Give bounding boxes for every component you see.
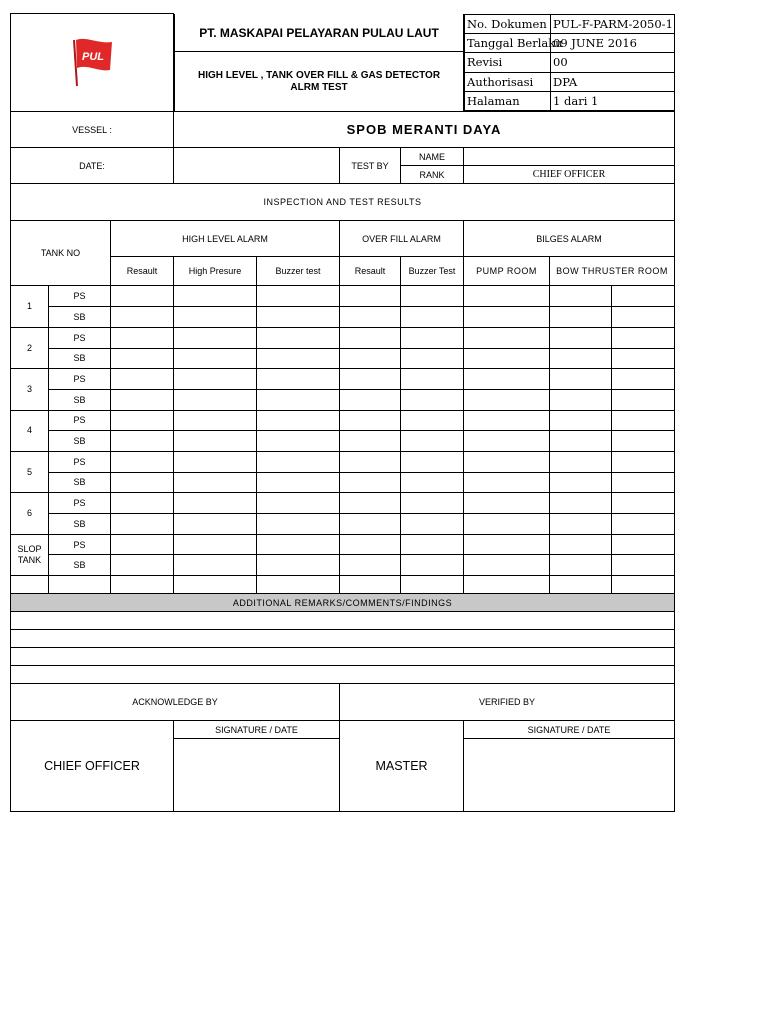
result-cell[interactable] <box>111 348 174 369</box>
verified-label: VERIFIED BY <box>340 684 675 721</box>
result-cell[interactable] <box>464 493 550 514</box>
result-cell[interactable] <box>257 327 340 348</box>
result-cell[interactable] <box>174 327 257 348</box>
result-cell[interactable] <box>401 286 464 307</box>
doc-info-row <box>465 53 675 72</box>
tank-row <box>11 555 675 576</box>
result-cell[interactable] <box>111 431 174 452</box>
high-level-alarm-header: HIGH LEVEL ALARM <box>111 221 340 257</box>
doc-info-row <box>465 14 675 33</box>
tank-side: PS <box>49 286 111 307</box>
result-cell[interactable] <box>464 410 550 431</box>
result-cell[interactable] <box>550 389 612 410</box>
result-cell[interactable] <box>174 451 257 472</box>
result-cell[interactable] <box>174 555 257 576</box>
result-cell[interactable] <box>174 286 257 307</box>
tank-side: SB <box>49 472 111 493</box>
chief-officer-signature[interactable] <box>174 739 340 812</box>
result-cell[interactable] <box>401 493 464 514</box>
doc-info-label: Revisi <box>465 53 551 72</box>
tank-number: 2 <box>11 327 49 368</box>
col-header: BOW THRUSTER ROOM <box>550 257 675 286</box>
result-cell[interactable] <box>612 307 675 328</box>
tank-row <box>11 472 675 493</box>
date-label: DATE: <box>11 148 174 184</box>
tank-row-blank <box>11 576 675 594</box>
result-cell[interactable] <box>174 389 257 410</box>
result-cell[interactable] <box>340 472 401 493</box>
result-cell[interactable] <box>550 410 612 431</box>
master-signature[interactable] <box>464 739 675 812</box>
result-cell[interactable] <box>340 307 401 328</box>
result-cell[interactable] <box>464 327 550 348</box>
result-cell[interactable] <box>257 369 340 390</box>
result-cell[interactable] <box>464 369 550 390</box>
result-cell[interactable] <box>550 555 612 576</box>
result-cell[interactable] <box>111 514 174 535</box>
result-cell[interactable] <box>464 307 550 328</box>
result-cell[interactable] <box>612 451 675 472</box>
tank-number: 1 <box>11 286 49 327</box>
result-cell[interactable] <box>111 307 174 328</box>
result-cell[interactable] <box>401 327 464 348</box>
result-cell[interactable] <box>111 493 174 514</box>
tank-number: 6 <box>11 493 49 534</box>
result-cell[interactable] <box>550 451 612 472</box>
result-cell[interactable] <box>612 555 675 576</box>
doc-info-table <box>464 14 675 112</box>
remarks-title: ADDITIONAL REMARKS/COMMENTS/FINDINGS <box>11 594 675 612</box>
result-cell[interactable] <box>111 389 174 410</box>
result-cell[interactable] <box>401 410 464 431</box>
result-cell[interactable] <box>174 472 257 493</box>
result-cell[interactable] <box>174 369 257 390</box>
doc-info-label: Halaman <box>465 92 551 111</box>
tank-side: PS <box>49 451 111 472</box>
tank-row <box>11 307 675 328</box>
result-cell[interactable] <box>111 327 174 348</box>
result-cell[interactable] <box>550 348 612 369</box>
tank-side: PS <box>49 493 111 514</box>
doc-info-cell <box>464 14 675 112</box>
result-cell[interactable] <box>111 286 174 307</box>
result-cell[interactable] <box>464 514 550 535</box>
tank-row <box>11 493 675 514</box>
company-name: PT. MASKAPAI PELAYARAN PULAU LAUT <box>175 14 464 52</box>
col-header: Resault <box>111 257 174 286</box>
rank-value: CHIEF OFFICER <box>464 166 675 184</box>
col-header: High Presure <box>174 257 257 286</box>
result-cell[interactable] <box>612 327 675 348</box>
tank-side: SB <box>49 307 111 328</box>
doc-info-value: 1 dari 1 <box>551 92 675 111</box>
result-cell[interactable] <box>550 286 612 307</box>
name-label: NAME <box>401 148 464 166</box>
col-header: Buzzer Test <box>401 257 464 286</box>
col-header: Resault <box>340 257 401 286</box>
result-cell[interactable] <box>340 431 401 452</box>
result-cell[interactable] <box>257 514 340 535</box>
result-cell[interactable] <box>257 555 340 576</box>
result-cell[interactable] <box>257 493 340 514</box>
tank-number: SLOP TANK <box>11 534 49 575</box>
name-value[interactable] <box>464 148 675 166</box>
tank-side: PS <box>49 327 111 348</box>
signature-date-label: SIGNATURE / DATE <box>464 721 675 739</box>
doc-info-value: PUL-F-PARM-2050-1 <box>551 14 675 33</box>
master-role: MASTER <box>340 721 464 812</box>
result-cell[interactable] <box>174 431 257 452</box>
chief-officer-role: CHIEF OFFICER <box>11 721 174 812</box>
result-cell[interactable] <box>340 286 401 307</box>
over-fill-alarm-header: OVER FILL ALARM <box>340 221 464 257</box>
result-cell[interactable] <box>111 451 174 472</box>
form-table <box>10 13 675 812</box>
result-cell[interactable] <box>464 431 550 452</box>
result-cell[interactable] <box>612 431 675 452</box>
vessel-label: VESSEL : <box>11 112 174 148</box>
result-cell[interactable] <box>340 348 401 369</box>
result-cell[interactable] <box>340 410 401 431</box>
logo-cell <box>11 14 174 112</box>
result-cell[interactable] <box>340 493 401 514</box>
result-cell[interactable] <box>612 410 675 431</box>
result-cell[interactable] <box>401 369 464 390</box>
result-cell[interactable] <box>550 327 612 348</box>
result-cell[interactable] <box>340 514 401 535</box>
result-cell[interactable] <box>174 534 257 555</box>
tank-row <box>11 534 675 555</box>
result-cell[interactable] <box>464 348 550 369</box>
result-cell[interactable] <box>612 493 675 514</box>
tank-side: PS <box>49 369 111 390</box>
result-cell[interactable] <box>401 451 464 472</box>
acknowledge-label: ACKNOWLEDGE BY <box>11 684 340 721</box>
result-cell[interactable] <box>612 472 675 493</box>
tank-no-header: TANK NO <box>11 221 111 286</box>
result-cell[interactable] <box>257 389 340 410</box>
tank-row <box>11 327 675 348</box>
tank-side: SB <box>49 348 111 369</box>
section-title: INSPECTION AND TEST RESULTS <box>11 184 675 221</box>
tank-row <box>11 431 675 452</box>
result-cell[interactable] <box>111 472 174 493</box>
doc-info-value: 00 <box>551 53 675 72</box>
result-cell[interactable] <box>612 389 675 410</box>
result-cell[interactable] <box>111 534 174 555</box>
tank-side: SB <box>49 431 111 452</box>
result-cell[interactable] <box>340 451 401 472</box>
bilges-alarm-header: BILGES ALARM <box>464 221 675 257</box>
result-cell[interactable] <box>257 431 340 452</box>
tank-row <box>11 451 675 472</box>
test-by-label: TEST BY <box>340 148 401 184</box>
tank-number: 5 <box>11 451 49 492</box>
result-cell[interactable] <box>612 534 675 555</box>
doc-info-value: DPA <box>551 72 675 91</box>
doc-info-row <box>465 72 675 91</box>
result-cell[interactable] <box>257 451 340 472</box>
result-cell[interactable] <box>612 348 675 369</box>
result-cell[interactable] <box>111 410 174 431</box>
result-cell[interactable] <box>401 472 464 493</box>
remarks-line[interactable] <box>11 666 675 684</box>
tank-side: SB <box>49 389 111 410</box>
col-header: Buzzer test <box>257 257 340 286</box>
logo-text: PUL <box>82 50 104 63</box>
tank-number: 3 <box>11 369 49 410</box>
doc-info-row <box>465 92 675 111</box>
result-cell[interactable] <box>257 472 340 493</box>
vessel-name: SPOB MERANTI DAYA <box>174 112 675 148</box>
result-cell[interactable] <box>340 555 401 576</box>
remarks-line[interactable] <box>11 612 675 630</box>
remarks-line[interactable] <box>11 630 675 648</box>
doc-info-value: 09 JUNE 2016 <box>551 33 675 52</box>
result-cell[interactable] <box>612 369 675 390</box>
tank-side: PS <box>49 534 111 555</box>
result-cell[interactable] <box>257 286 340 307</box>
tank-number: 4 <box>11 410 49 451</box>
result-cell[interactable] <box>612 286 675 307</box>
result-cell[interactable] <box>401 389 464 410</box>
result-cell[interactable] <box>401 514 464 535</box>
tank-side: PS <box>49 410 111 431</box>
result-cell[interactable] <box>340 534 401 555</box>
tank-side: SB <box>49 555 111 576</box>
remarks-line[interactable] <box>11 648 675 666</box>
result-cell[interactable] <box>550 369 612 390</box>
tank-row <box>11 348 675 369</box>
result-cell[interactable] <box>401 555 464 576</box>
tank-row <box>11 514 675 535</box>
result-cell[interactable] <box>174 514 257 535</box>
result-cell[interactable] <box>257 307 340 328</box>
result-cell[interactable] <box>340 327 401 348</box>
result-cell[interactable] <box>464 451 550 472</box>
result-cell[interactable] <box>464 389 550 410</box>
tank-side: SB <box>49 514 111 535</box>
result-cell[interactable] <box>612 514 675 535</box>
result-cell[interactable] <box>401 307 464 328</box>
doc-info-label: Tanggal Berlaku <box>465 33 551 52</box>
col-header: PUMP ROOM <box>464 257 550 286</box>
doc-info-label: Authorisasi <box>465 72 551 91</box>
result-cell[interactable] <box>464 472 550 493</box>
date-value[interactable] <box>174 148 340 184</box>
result-cell[interactable] <box>464 534 550 555</box>
doc-info-label: No. Dokumen <box>465 14 551 33</box>
result-cell[interactable] <box>340 369 401 390</box>
result-cell[interactable] <box>340 389 401 410</box>
result-cell[interactable] <box>257 410 340 431</box>
company-flag-logo <box>68 36 116 88</box>
result-cell[interactable] <box>401 348 464 369</box>
result-cell[interactable] <box>550 307 612 328</box>
form-title: HIGH LEVEL , TANK OVER FILL & GAS DETECTOR ALRM TEST <box>175 52 464 111</box>
result-cell[interactable] <box>550 493 612 514</box>
rank-label: RANK <box>401 166 464 184</box>
result-cell[interactable] <box>550 431 612 452</box>
tank-row <box>11 369 675 390</box>
result-cell[interactable] <box>174 307 257 328</box>
title-cell <box>174 14 464 112</box>
result-cell[interactable] <box>111 555 174 576</box>
result-cell[interactable] <box>401 431 464 452</box>
result-cell[interactable] <box>174 493 257 514</box>
result-cell[interactable] <box>464 286 550 307</box>
result-cell[interactable] <box>550 472 612 493</box>
result-cell[interactable] <box>174 348 257 369</box>
result-cell[interactable] <box>257 348 340 369</box>
result-cell[interactable] <box>550 534 612 555</box>
signature-date-label: SIGNATURE / DATE <box>174 721 340 739</box>
result-cell[interactable] <box>464 555 550 576</box>
inspection-form <box>10 13 674 812</box>
tank-row <box>11 286 675 307</box>
result-cell[interactable] <box>550 514 612 535</box>
result-cell[interactable] <box>174 410 257 431</box>
doc-info-row <box>465 33 675 52</box>
result-cell[interactable] <box>111 369 174 390</box>
tank-row <box>11 389 675 410</box>
tank-row <box>11 410 675 431</box>
result-cell[interactable] <box>401 534 464 555</box>
result-cell[interactable] <box>257 534 340 555</box>
